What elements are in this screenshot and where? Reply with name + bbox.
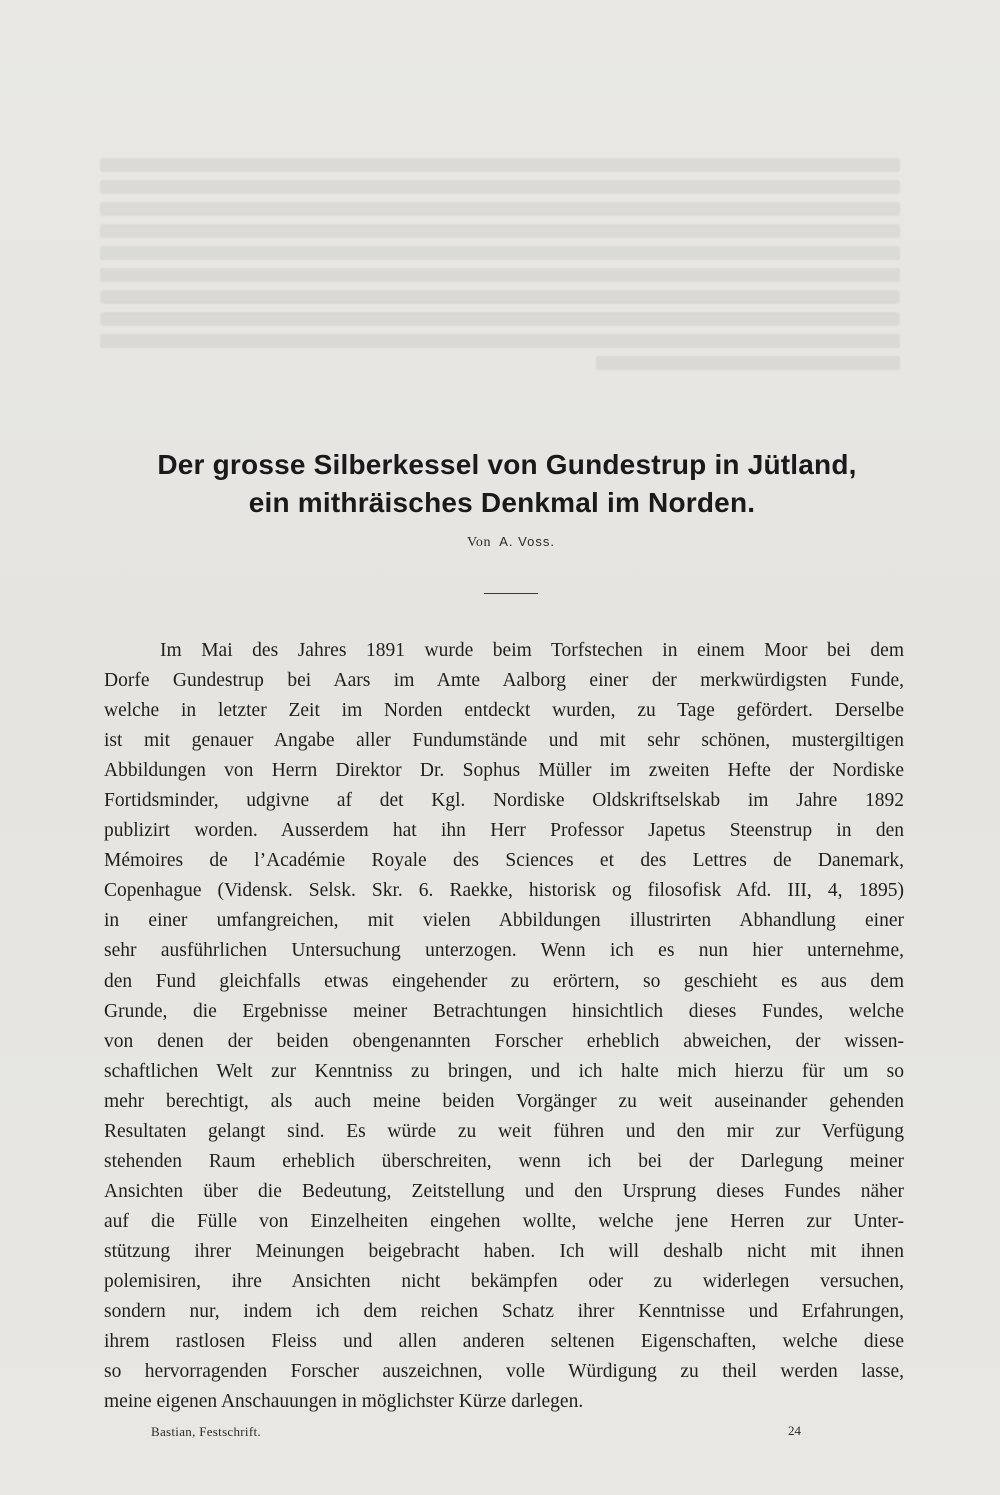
body-line: Resultaten gelangt sind. Es würde zu weit führen und den mir zur Verfügung: [104, 1120, 904, 1142]
body-line: publizirt worden. Ausserdem hat ihn Herr Professor Japetus Steenstrup in den: [104, 820, 904, 842]
body-line: schaftlichen Welt zur Kenntniss zu bringen, und ich halte mich hierzu für um so: [104, 1060, 904, 1082]
article-title: [0, 446, 1000, 522]
title-separator-rule: [484, 593, 538, 594]
body-line: Ansichten über die Bedeutung, Zeitstellung und den Ursprung dieses Fundes näher: [104, 1180, 904, 1202]
body-line: Mémoires de l’Académie Royale des Sciences et des Lettres de Danemark,: [104, 850, 904, 872]
article-body: [104, 636, 904, 1417]
body-line: Copenhague (Vidensk. Selsk. Skr. 6. Raekke, historisk og filosofisk Afd. III, 4, 1895): [104, 880, 904, 902]
body-line: so hervorragenden Forscher auszeichnen, volle Würdigung zu theil werden lasse,: [104, 1361, 904, 1383]
body-line: stehenden Raum erheblich überschreiten, wenn ich bei der Darlegung meiner: [104, 1150, 904, 1172]
body-line: in einer umfangreichen, mit vielen Abbildungen illustrirten Abhandlung einer: [104, 910, 904, 932]
author-prefix: Von: [467, 535, 492, 550]
body-line: Im Mai des Jahres 1891 wurde beim Torfstechen in einem Moor bei dem: [160, 640, 904, 661]
body-line: stützung ihrer Meinungen beigebracht haben. Ich will deshalb nicht mit ihnen: [104, 1240, 904, 1262]
author-byline: [0, 534, 1000, 551]
body-line: meine eigenen Anschauungen in möglichster Kürze darlegen.: [104, 1391, 584, 1413]
body-line: Dorfe Gundestrup bei Aars im Amte Aalborg einer der merkwürdigsten Funde,: [104, 670, 904, 692]
body-line: den Fund gleichfalls etwas eingehender zu erörtern, so geschieht es aus dem: [104, 970, 904, 992]
body-line: Fortidsminder, udgivne af det Kgl. Nordiske Oldskriftselskab im Jahre 1892: [104, 790, 904, 812]
bleed-through-texture: [100, 150, 900, 378]
body-line: welche in letzter Zeit im Norden entdeckt wurden, zu Tage gefördert. Derselbe: [104, 700, 904, 722]
body-line: auf die Fülle von Einzelheiten eingehen wollte, welche jene Herren zur Unter-: [104, 1210, 904, 1232]
body-line: sondern nur, indem ich dem reichen Schatz ihrer Kenntnisse und Erfahrungen,: [104, 1301, 904, 1323]
body-line: ihrem rastlosen Fleiss und allen anderen seltenen Eigenschaften, welche diese: [104, 1331, 904, 1353]
body-line: Abbildungen von Herrn Direktor Dr. Sophus Müller im zweiten Hefte der Nordiske: [104, 760, 904, 782]
title-line-1: Der grosse Silberkessel von Gundestrup in Jütland,: [157, 449, 857, 480]
body-line: sehr ausführlichen Untersuchung unterzogen. Wenn ich es nun hier unternehme,: [104, 940, 904, 962]
body-line: polemisiren, ihre Ansichten nicht bekämpfen oder zu widerlegen versuchen,: [104, 1270, 904, 1292]
body-paragraph: [104, 636, 904, 1417]
body-line: ist mit genauer Angabe aller Fundumstände und mit sehr schönen, mustergiltigen: [104, 730, 904, 752]
footer-source: Bastian, Festschrift.: [151, 1424, 261, 1439]
title-line-2: ein mithräisches Denkmal im Norden.: [248, 487, 756, 518]
body-line: von denen der beiden obengenannten Forscher erheblich abweichen, der wissen-: [104, 1030, 904, 1052]
body-line: mehr berechtigt, als auch meine beiden Vorgänger zu weit auseinander gehenden: [104, 1090, 904, 1112]
author-name: A. Voss.: [499, 534, 555, 549]
page-number: 24: [788, 1423, 801, 1438]
body-line: Grunde, die Ergebnisse meiner Betrachtungen hinsichtlich dieses Fundes, welche: [104, 1000, 904, 1022]
